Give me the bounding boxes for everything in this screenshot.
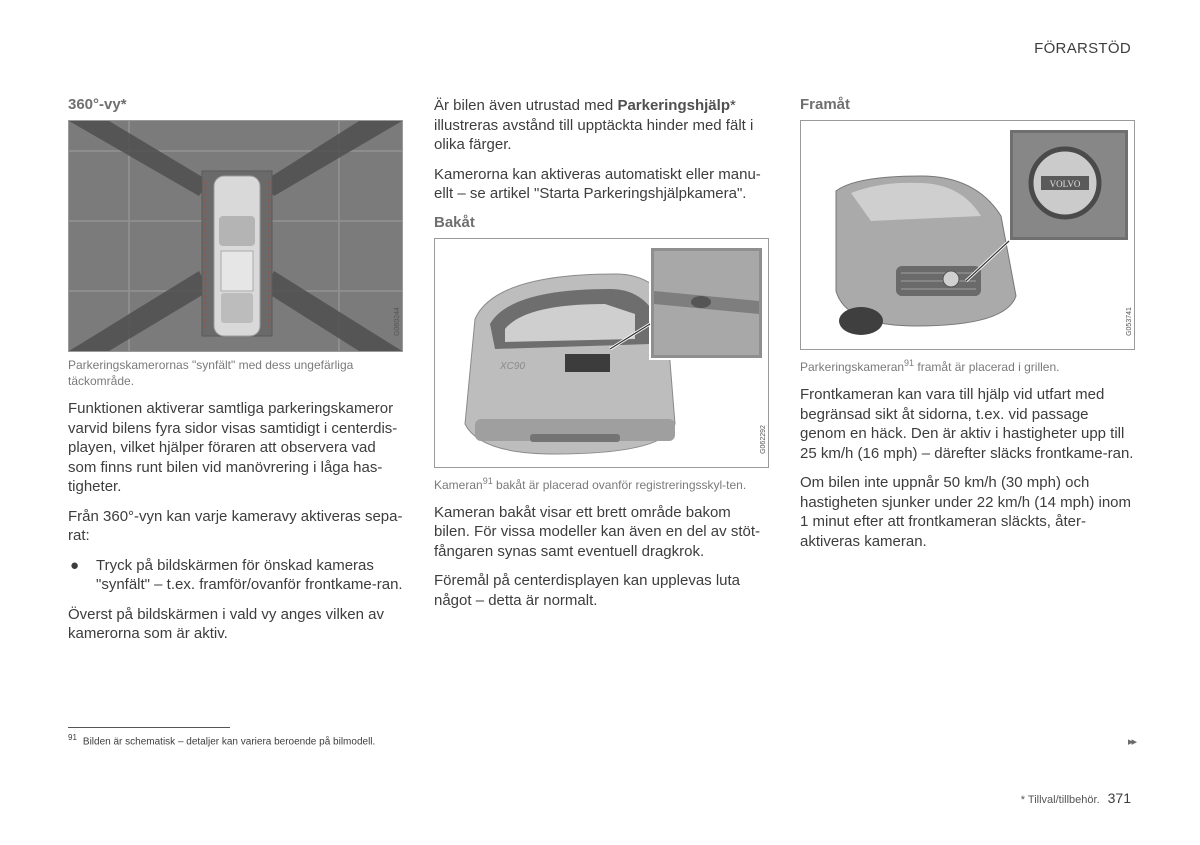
paragraph: Frontkameran kan vara till hjälp vid utfart med begränsad sikt åt sidorna, t.ex. vid passage genom en häck. Den är aktiv i hastigheter upp till 25 km/h (16 mph) – därefter släcks frontkame-ran. [800, 386, 1134, 462]
figure-code: G062292 [760, 424, 768, 454]
paragraph: Kameran bakåt visar ett brett område bakom bilen. För vissa modeller kan även en del av stöt-fångaren synas samt eventuell dragkrok. [434, 503, 760, 560]
figure-caption [434, 473, 769, 493]
footnote-divider [68, 727, 230, 728]
text-span: framåt är placerad i grillen. [914, 360, 1060, 374]
rear-model-badge: XC90 [500, 360, 526, 372]
bullet-list [68, 556, 403, 595]
bold-term: Parkeringshjälp [617, 97, 730, 114]
section-title: FÖRARSTÖD [1034, 40, 1131, 57]
paragraph: Överst på bildskärmen i vald vy anges vilken av kamerorna som är aktiv. [68, 605, 384, 642]
footnote-number: 91 [68, 733, 77, 742]
paragraph: Kamerorna kan aktiveras automatiskt eller manu-ellt – se artikel "Starta Parkeringshjälpkamera". [434, 165, 761, 202]
figure-360-view [68, 120, 403, 352]
heading-rear: Bakåt [434, 213, 475, 231]
paragraph: Föremål på centerdisplayen kan upplevas luta något – detta är normalt. [434, 572, 741, 609]
figure-rear-camera [434, 238, 769, 468]
figure-code: G053741 [1126, 307, 1134, 336]
column-1 [68, 96, 403, 654]
list-item-text: Tryck på bildskärmen för önskad kameras "synfält" – t.ex. framför/ovanför frontkame-ran. [96, 556, 403, 593]
figure-caption [800, 355, 1134, 375]
paragraph: Funktionen aktiverar samtliga parkeringskameror varvid bilens fyra sidor visas samtidigt i centerdis-playen, vilket hjälper föraren att observera vad som finns runt bilen vid manövrering i låga has-tigheter. [68, 400, 398, 495]
page-number: 371 [1107, 790, 1131, 806]
heading-front: Framåt [800, 96, 851, 113]
rear-car-illustration [435, 239, 768, 467]
text-span: Parkeringskameran [800, 360, 905, 374]
column-2 [434, 96, 769, 620]
text-span: * illustreras avstånd till upptäckta hinder med fält i olika färger. [434, 97, 754, 153]
footnote [68, 733, 375, 747]
paragraph [434, 96, 769, 155]
text-span: Är bilen även utrustad med [434, 97, 618, 114]
list-item [68, 556, 403, 595]
text-span: Kameran [434, 477, 483, 492]
volvo-logo-text: VOLVO [1049, 179, 1081, 189]
page-footer [1021, 790, 1131, 806]
footnote-text: Bilden är schematisk – detaljer kan variera beroende på bilmodell. [82, 736, 376, 748]
footer-note: * Tillval/tillbehör. [1020, 794, 1100, 806]
figure-code: G060244 [394, 307, 402, 336]
footnote-ref: 91 [904, 358, 915, 368]
front-car-illustration [801, 121, 1134, 349]
text-span: bakåt är placerad ovanför registreringsskyl-ten. [492, 477, 747, 492]
footnote-ref: 91 [482, 475, 493, 486]
column-3 [800, 96, 1134, 561]
top-view-car-illustration [69, 121, 402, 351]
continue-arrows-icon: ▸▸ [1127, 736, 1135, 748]
figure-caption: Parkeringskamerornas "synfält" med dess ungefärliga täckområde. [68, 358, 354, 388]
figure-front-camera [800, 120, 1135, 350]
paragraph: Från 360°-vyn kan varje kameravy aktiveras sepa-rat: [68, 507, 403, 544]
bullet-icon: ● [70, 556, 80, 574]
paragraph: Om bilen inte uppnår 50 km/h (30 mph) och hastigheten sjunker under 22 km/h (14 mph) inom 1 minut efter att frontkameran släckts, åter-aktiveras kameran. [800, 474, 1132, 550]
heading-360-view: 360°-vy* [68, 96, 127, 113]
